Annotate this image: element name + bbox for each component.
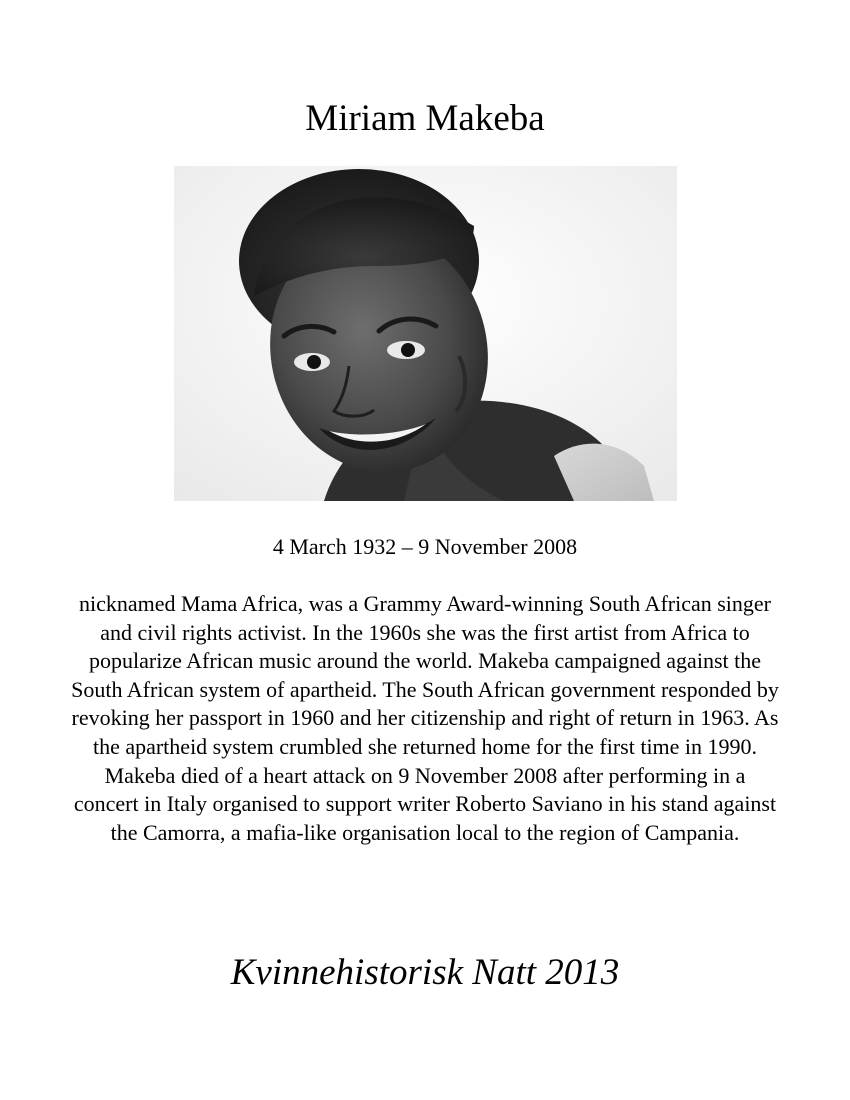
event-footer: Kvinnehistorisk Natt 2013	[230, 952, 620, 993]
biography-text: nicknamed Mama Africa, was a Grammy Award-winning South African singer and civil rights activist. In the 1960s she was the first artist from Africa to popularize African music around the world. Makeba campaigned against the South African system of apartheid. The South African government responded by revoking her passport in 1960 and her citizenship and right of return in 1963. As the apartheid system crumbled she returned home for the first time in 1990. Makeba died of a heart attack on 9 November 2008 after performing in a concert in Italy organised to support writer Roberto Saviano in his stand against the Camorra, a mafia-like organisation local to the region of Campania.	[71, 591, 779, 845]
page-title: Miriam Makeba	[305, 98, 545, 139]
portrait-image	[174, 166, 677, 501]
life-dates: 4 March 1932 – 9 November 2008	[272, 534, 578, 559]
portrait-photo	[174, 166, 677, 501]
